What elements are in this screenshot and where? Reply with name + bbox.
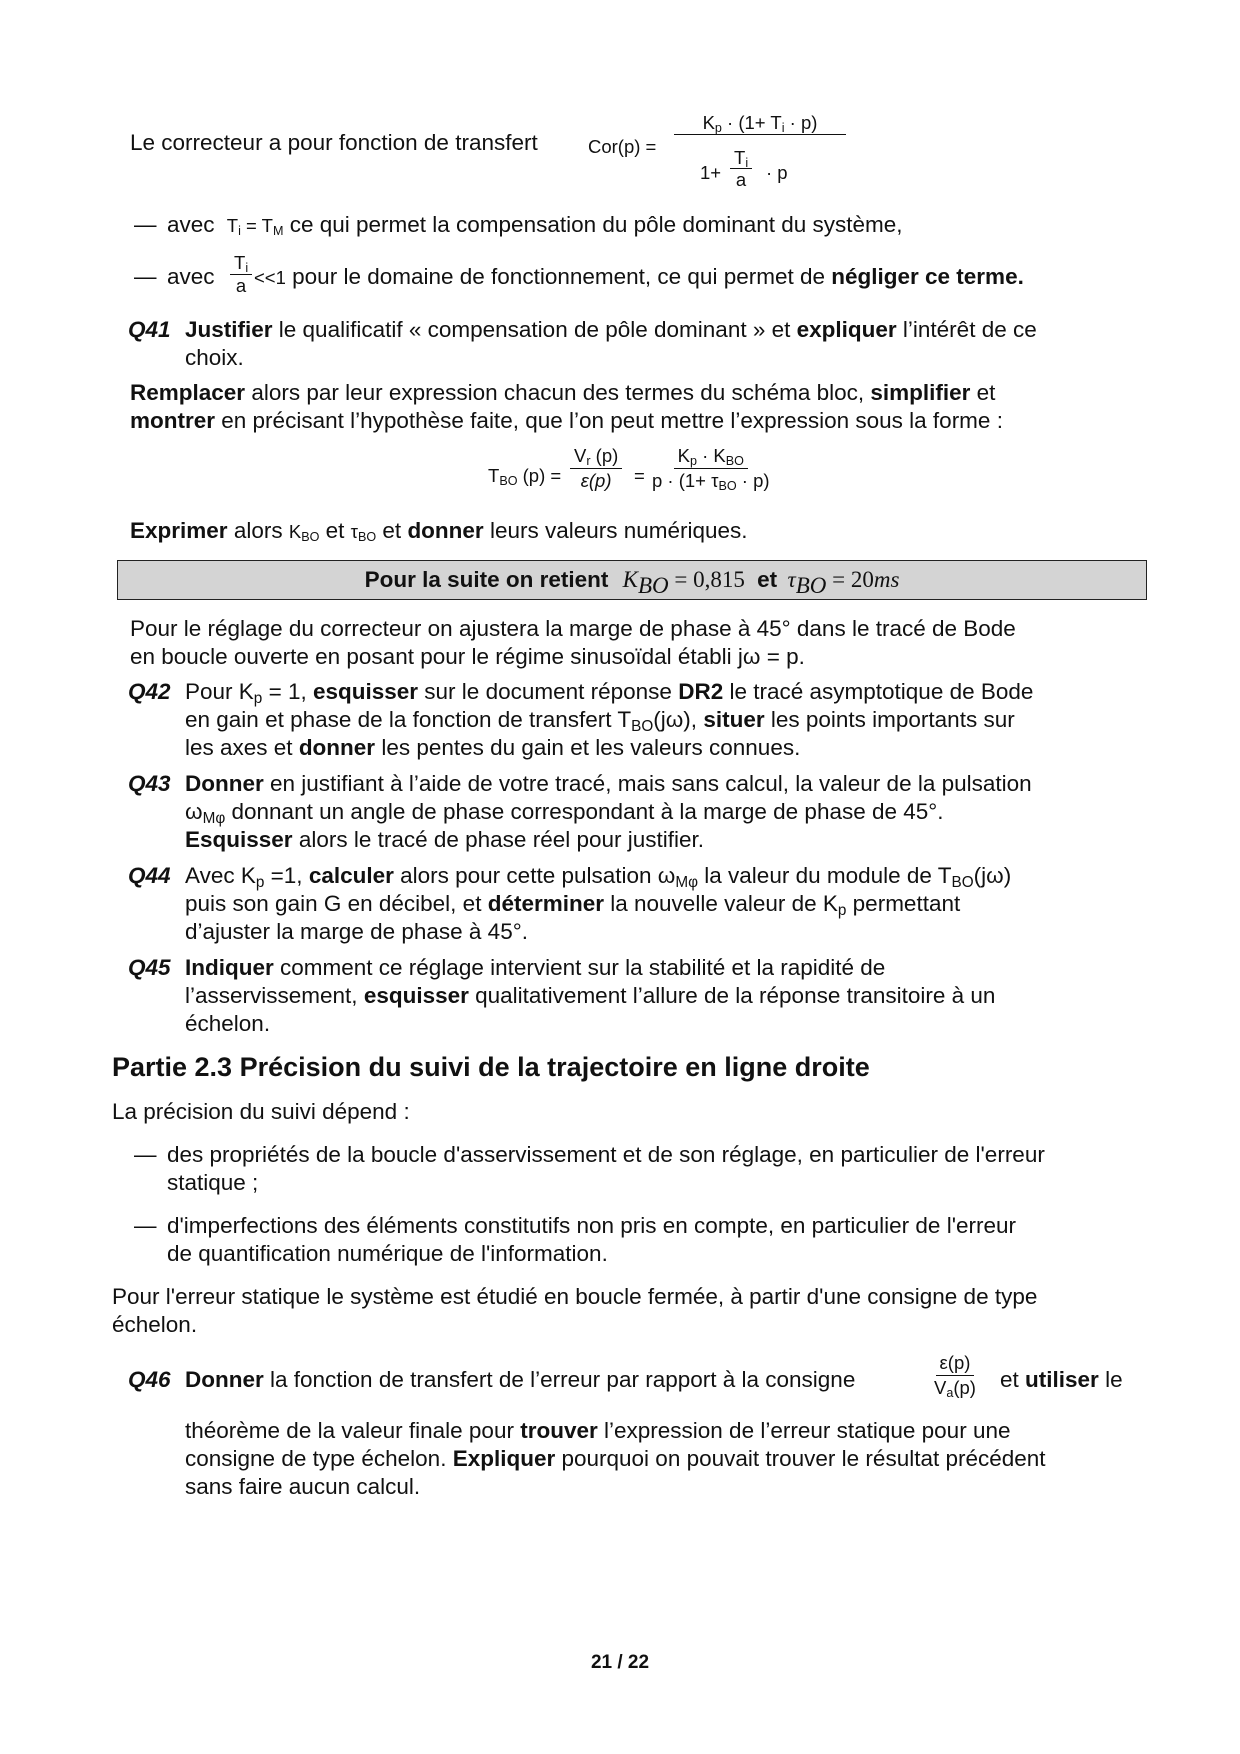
q42-line2: en gain et phase de la fonction de transfert $T_{BO}(j\omega)$, situer les points importants sur [185,707,1015,735]
bullet-dash: — [134,1142,157,1167]
q43-line1: Donner en justifiant à l’aide de votre tracé, mais sans calcul, la valeur de la pulsation [185,771,1032,796]
q46-line3: consigne de type échelon. Expliquer pourquoi on pouvait trouver le résultat précédent [185,1446,1046,1471]
bullet-compensation: avec $T_i = T_M$ ce qui permet la compensation du pôle dominant du système, [167,212,903,239]
q45-line3: échelon. [185,1011,271,1036]
replace-line1: Remplacer alors par leur expression chacun des termes du schéma bloc, simplifier et [130,380,996,405]
error-transfer-fraction: $\frac{\varepsilon(p)}{V_a(p)}$ [934,1352,976,1401]
bullet-dash: — [134,1213,157,1238]
precision-intro: La précision du suivi dépend : [112,1099,410,1124]
retained-values-box: Pour la suite on retient $K_{BO} = 0,815$ et $\tau_{BO} = 20ms$ [117,560,1147,600]
tuning-line2: en boucle ouverte en posant pour le régime sinusoïdal établi jω = p. [130,644,805,669]
tbo-formula [488,446,788,506]
q44-line2: puis son gain G en décibel, et déterminer la nouvelle valeur de $K_p$ permettant [185,891,961,919]
bullet-dash: — [134,212,157,237]
bullet-negligible-term: avec [167,264,215,289]
q43-line2: $\omega_{M\varphi}$ donnant un angle de phase correspondant à la marge de phase de 45°. [185,799,944,827]
precision-bullet2-line1: d'imperfections des éléments constitutifs non pris en compte, en particulier de l'erreur [167,1213,1017,1238]
q46-line2: théorème de la valeur finale pour trouver l’expression de l’erreur statique pour une [185,1418,1011,1443]
q43-line3: Esquisser alors le tracé de phase réel pour justifier. [185,827,705,852]
cor-numerator: $K_p \cdot (1+ T_i \cdot p)$ [674,112,846,135]
question-label-q42: Q42 [128,679,171,704]
tbo-fraction-2: $K_p \cdot K_{BO}$ $p \cdot (1+ \tau_{BO} \cdot p)$ [652,445,770,494]
q45-line2: l’asservissement, esquisser qualitativement l’allure de la réponse transitoire à un [185,983,996,1008]
tbo-lhs: $T_{BO}$ (p) = [488,465,562,489]
bullet-dash: — [134,264,157,289]
replace-line2: montrer en précisant l’hypothèse faite, que l’on peut mettre l’expression sous la forme : [130,408,1003,433]
q41-line1: Justifier le qualificatif « compensation de pôle dominant » et expliquer l’intérêt de ce [185,317,1037,342]
question-label-q46: Q46 [128,1367,171,1392]
tuning-line1: Pour le réglage du correcteur on ajustera la marge de phase à 45° dans le tracé de Bode [130,616,1016,641]
ti-over-a-fraction: $\frac{T_i}{a}$ [230,254,252,295]
closed-loop-line1: Pour l'erreur statique le système est étudié en boucle fermée, à partir d'une consigne de type [112,1284,1038,1309]
question-label-q44: Q44 [128,863,171,888]
question-label-q43: Q43 [128,771,171,796]
question-label-q45: Q45 [128,955,171,980]
q42-line3: les axes et donner les pentes du gain et les valeurs connues. [185,735,801,760]
tbo-equals: = [634,465,645,486]
q44-line3: d’ajuster la marge de phase à 45°. [185,919,528,944]
closed-loop-line2: échelon. [112,1312,198,1337]
cor-lhs: Cor(p) = [588,136,657,157]
precision-bullet1-line1: des propriétés de la boucle d'asservissement et de son réglage, en particulier de l'erreur [167,1142,1045,1167]
precision-bullet2-line2: de quantification numérique de l'information. [167,1241,608,1266]
precision-bullet1-line2: statique ; [167,1170,259,1195]
document-page: Le correcteur a pour fonction de transfert Cor(p) = $K_p \cdot (1+ T_i \cdot p)$ 1+ $\frac{T_i}{a}$ · p — avec $T_i = T_M$ ce qui permet la compensation du pôle dominant du système, — avec $\frac{T_i}{a}$ <<1 pour le domaine de fonctionnement, ce qui permet de négliger ce terme. Q41 Justifier le qualificatif « compensation de pôle dominant » et expliquer l’intérêt de ce choix. Remplacer alors par leur expression chacun des termes du schéma bloc, simplifier et montrer en précisant l’hypothèse faite, que l’on peut mettre l’expression sous la forme : $T_{BO}$ (p) = $\frac{V_r (p)}{\varepsilon(p)}$ = $K_p \cdot K_{BO}$ $p \cdot (1+ \tau_{BO} \cdot p)$ Exprimer alors $K_{BO}$ et $\tau_{BO}$ et donner leurs valeurs numériques. Pour la suite on retient $K_{BO} = 0,815$ et $\tau_{BO} = 20ms$ Pour le réglage du correcteur on ajustera la marge de phase à 45° dans le tracé de Bode en boucle ouverte en posant pour le régime sinusoïdal établi jω = p. Q42 Pour $K_p = 1$, esquisser sur le document réponse DR2 le tracé asymptotique de Bode en gain et phase de la fonction de transfert $T_{BO}(j\omega)$, situer les points importants sur les axes et donner les pentes du gain et les valeurs connues. Q43 Donner en justifiant à l’aide de votre tracé, mais sans calcul, la valeur de la pulsation $\omega_{M\varphi}$ donnant un angle de phase correspondant à la marge de phase de 45°. Esquisser alors le tracé de phase réel pour justifier. Q44 Avec $K_p =1$, calculer alors pour cette pulsation $\omega_{M\varphi}$ la valeur du module de $T_{BO}(j\omega)$ puis son gain G en décibel, et déterminer la nouvelle valeur de $K_p$ permettant d’ajuster la marge de phase à 45°. Q45 Indiquer comment ce réglage intervient sur la stabilité et la rapidité de l’asservissement, esquisser qualitativement l’allure de la réponse transitoire à un échelon. Partie 2.3 Précision du suivi de la trajectoire en ligne droite La précision du suivi dépend : — des propriétés de la boucle d'asservissement et de son réglage, en particulier de l'erreur statique ; — d'imperfections des éléments constitutifs non pris en compte, en particulier de l'erreur de quantification numérique de l'information. Pour l'erreur statique le système est étudié en boucle fermée, à partir d'une consigne de type échelon. Q46 Donner la fonction de transfert de l’erreur par rapport à la consigne $\frac{\varepsilon(p)}{V_a(p)}$ et utiliser le théorème de la valeur finale pour trouver l’expression de l’erreur statique pour une consigne de type échelon. Expliquer pourquoi on pouvait trouver le résultat précédent sans faire aucun calcul. 21 / 22 [0,0,1240,1754]
question-label-q41: Q41 [128,317,171,342]
q46-line4: sans faire aucun calcul. [185,1474,421,1499]
page-number: 21 / 22 [590,1652,650,1673]
express-line: Exprimer alors $K_{BO}$ et $\tau_{BO}$ et donner leurs valeurs numériques. [130,518,748,545]
q46-line1: Donner la fonction de transfert de l’erreur par rapport à la consigne [185,1367,856,1392]
q41-line2: choix. [185,345,244,370]
corrector-intro-line [130,129,538,157]
q45-line1: Indiquer comment ce réglage intervient sur la stabilité et la rapidité de [185,955,886,980]
corrector-intro-text: Le correcteur a pour fonction de transfert [130,130,538,155]
bullet-negligible-text: <<1 pour le domaine de fonctionnement, ce qui permet de négliger ce terme. [254,264,1024,289]
tbo-fraction-1: $\frac{V_r (p)}{\varepsilon(p)}$ [570,446,622,491]
section-heading: Partie 2.3 Précision du suivi de la trajectoire en ligne droite [112,1052,870,1082]
q46-line1-end: et utiliser le [1000,1367,1123,1392]
q42-line1: Pour $K_p = 1$, esquisser sur le document réponse DR2 le tracé asymptotique de Bode [185,679,1034,707]
q44-line1: Avec $K_p =1$, calculer alors pour cette pulsation $\omega_{M\varphi}$ la valeur du module de $T_{BO}(j\omega)$ [185,863,1012,891]
